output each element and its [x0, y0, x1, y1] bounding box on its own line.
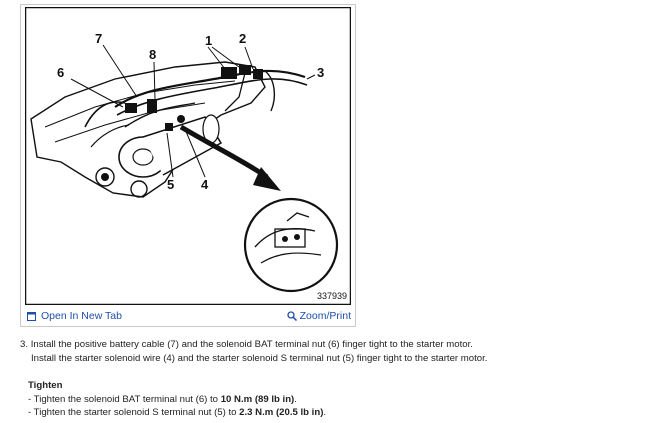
starter-diagram	[25, 7, 351, 305]
figure-number: 337939	[317, 291, 348, 301]
torque-spec-1	[28, 393, 640, 407]
step-3-line-1	[20, 338, 640, 352]
open-new-tab-icon	[27, 311, 37, 321]
open-in-new-tab-link[interactable]	[27, 310, 122, 322]
tighten-heading: Tighten	[28, 380, 63, 391]
spec-2-prefix: - Tighten the starter solenoid S terminal nut (5) to	[28, 407, 240, 418]
figure-frame	[20, 4, 356, 327]
instructions	[20, 338, 640, 420]
torque-spec-2	[28, 406, 640, 420]
callout-3: 3	[317, 65, 325, 80]
zoom-print-link[interactable]	[287, 310, 351, 322]
step-number: 3.	[20, 339, 29, 350]
zoom-print-label: Zoom/Print	[299, 310, 351, 322]
step-text-1: Install the positive battery cable (7) and the solenoid BAT terminal nut (6) finger tight to the starter motor.	[30, 339, 473, 350]
callout-1: 1	[205, 33, 213, 48]
spec-1-prefix: - Tighten the solenoid BAT terminal nut (6) to	[28, 393, 221, 405]
figure-toolbar	[21, 307, 355, 325]
open-in-new-tab-label: Open In New Tab	[41, 310, 122, 322]
step-text-2: Install the starter solenoid wire (4) and the starter solenoid S terminal nut (5) finger tight to the starter motor.	[31, 352, 488, 364]
callout-7: 7	[95, 31, 103, 46]
callout-5: 5	[167, 177, 175, 192]
spec-2-suffix: .	[323, 407, 327, 418]
callout-8: 8	[149, 47, 157, 62]
callout-6: 6	[57, 65, 65, 80]
spec-2-value: 2.3 N.m (20.5 lb in)	[239, 407, 324, 418]
magnifier-icon	[287, 311, 297, 321]
spec-1-suffix: .	[294, 393, 297, 405]
callout-4: 4	[201, 177, 209, 192]
spec-1-value: 10 N.m (89 lb in)	[220, 393, 295, 405]
callout-2: 2	[239, 31, 247, 46]
